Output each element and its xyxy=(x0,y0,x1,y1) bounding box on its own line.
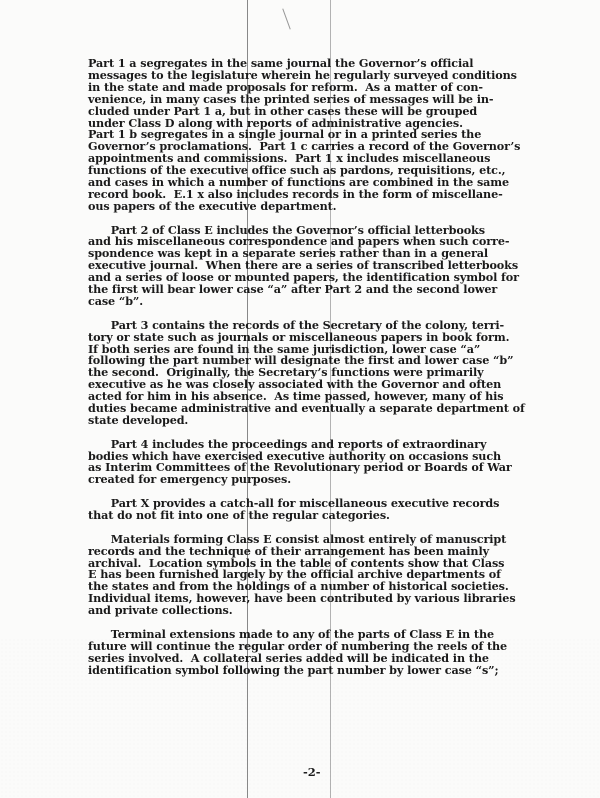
text-line: following the part number will designate the first and lower case “b” xyxy=(88,353,514,368)
scan-scratch-mark xyxy=(282,8,290,29)
text-line: identification symbol following the part number by lower case “s”; xyxy=(88,662,499,677)
text-line: the states and from the holdings of a number of historical societies. xyxy=(88,579,509,594)
text-line: as Interim Committees of the Revolutionary period or Boards of War xyxy=(88,460,512,475)
text-line: messages to the legislature wherein he regularly surveyed conditions xyxy=(88,67,517,82)
text-line: Part 3 contains the records of the Secretary of the colony, terri- xyxy=(88,317,505,332)
paragraph xyxy=(88,498,568,522)
document-page xyxy=(88,58,568,676)
text-line: the second. Originally, the Secretary’s functions were primarily xyxy=(88,365,484,380)
text-line: state developed. xyxy=(88,412,189,427)
paragraph xyxy=(88,317,568,427)
text-line: Part 1 a segregates in the same journal the Governor’s official xyxy=(88,56,474,70)
text-line: in the state and made proposals for reform. As a matter of con- xyxy=(88,79,483,94)
text-line: and a series of loose or mounted papers, the identification symbol for xyxy=(88,270,519,285)
text-line: executive as he was closely associated with the Governor and often xyxy=(88,377,502,392)
text-line: Governor’s proclamations. Part 1 c carries a record of the Governor’s xyxy=(88,139,521,154)
text-line: spondence was kept in a separate series rather than in a general xyxy=(88,246,489,261)
text-line: series involved. A collateral series added will be indicated in the xyxy=(88,650,489,665)
text-line: and cases in which a number of functions are combined in the same xyxy=(88,175,510,190)
text-line: Part 4 includes the proceedings and reports of extraordinary xyxy=(88,436,487,451)
page-number: -2- xyxy=(303,765,321,779)
paragraph xyxy=(88,222,568,309)
text-line: Individual items, however, have been contributed by various libraries xyxy=(88,591,516,606)
text-line: bodies which have exercised executive authority on occasions such xyxy=(88,448,502,463)
text-line: archival. Location symbols in the table of contents show that Class xyxy=(88,555,505,570)
text-line: created for emergency purposes. xyxy=(88,472,292,487)
text-line: executive journal. When there are a series of transcribed letterbooks xyxy=(88,258,519,273)
text-line: Materials forming Class E consist almost entirely of manuscript xyxy=(88,531,507,546)
text-line: Terminal extensions made to any of the parts of Class E in the xyxy=(88,626,495,641)
paragraph xyxy=(88,626,568,677)
text-line: that do not fit into one of the regular categories. xyxy=(88,508,390,522)
text-line: and his miscellaneous correspondence and papers when such corre- xyxy=(88,234,510,249)
paragraph xyxy=(88,436,568,487)
text-line: tory or state such as journals or miscellaneous papers in book form. xyxy=(88,329,510,344)
text-line: Part 2 of Class E includes the Governor’s official letterbooks xyxy=(88,222,485,237)
text-line: records and the technique of their arrangement has been mainly xyxy=(88,543,490,558)
text-line: appointments and commissions. Part 1 x includes miscellaneous xyxy=(88,151,491,166)
text-line: acted for him in his absence. As time passed, however, many of his xyxy=(88,389,504,404)
text-line: cluded under Part 1 a, but in other cases these will be grouped xyxy=(88,103,478,118)
text-line: duties became administrative and eventually a separate department of xyxy=(88,401,525,416)
text-line: E has been furnished largely by the official archive departments of xyxy=(88,567,501,582)
text-line: ous papers of the executive department. xyxy=(88,198,337,213)
text-line: under Class D along with reports of administrative agencies. xyxy=(88,115,463,130)
text-line: the first will bear lower case “a” after Part 2 and the second lower xyxy=(88,282,498,297)
text-line: If both series are found in the same jurisdiction, lower case “a” xyxy=(88,341,481,356)
text-line: Part X provides a catch-all for miscellaneous executive records xyxy=(88,496,500,511)
text-line: and private collections. xyxy=(88,603,233,618)
paragraph xyxy=(88,58,568,213)
text-line: record book. E.1 x also includes records in the form of miscellane- xyxy=(88,186,503,201)
text-line: case “b”. xyxy=(88,294,144,309)
text-line: venience, in many cases the printed series of messages will be in- xyxy=(88,91,494,106)
text-line: Part 1 b segregates in a single journal or in a printed series the xyxy=(88,127,482,142)
paragraph xyxy=(88,531,568,618)
text-line: functions of the executive office such as pardons, requisitions, etc., xyxy=(88,163,506,178)
text-line: future will continue the regular order of numbering the reels of the xyxy=(88,638,508,653)
